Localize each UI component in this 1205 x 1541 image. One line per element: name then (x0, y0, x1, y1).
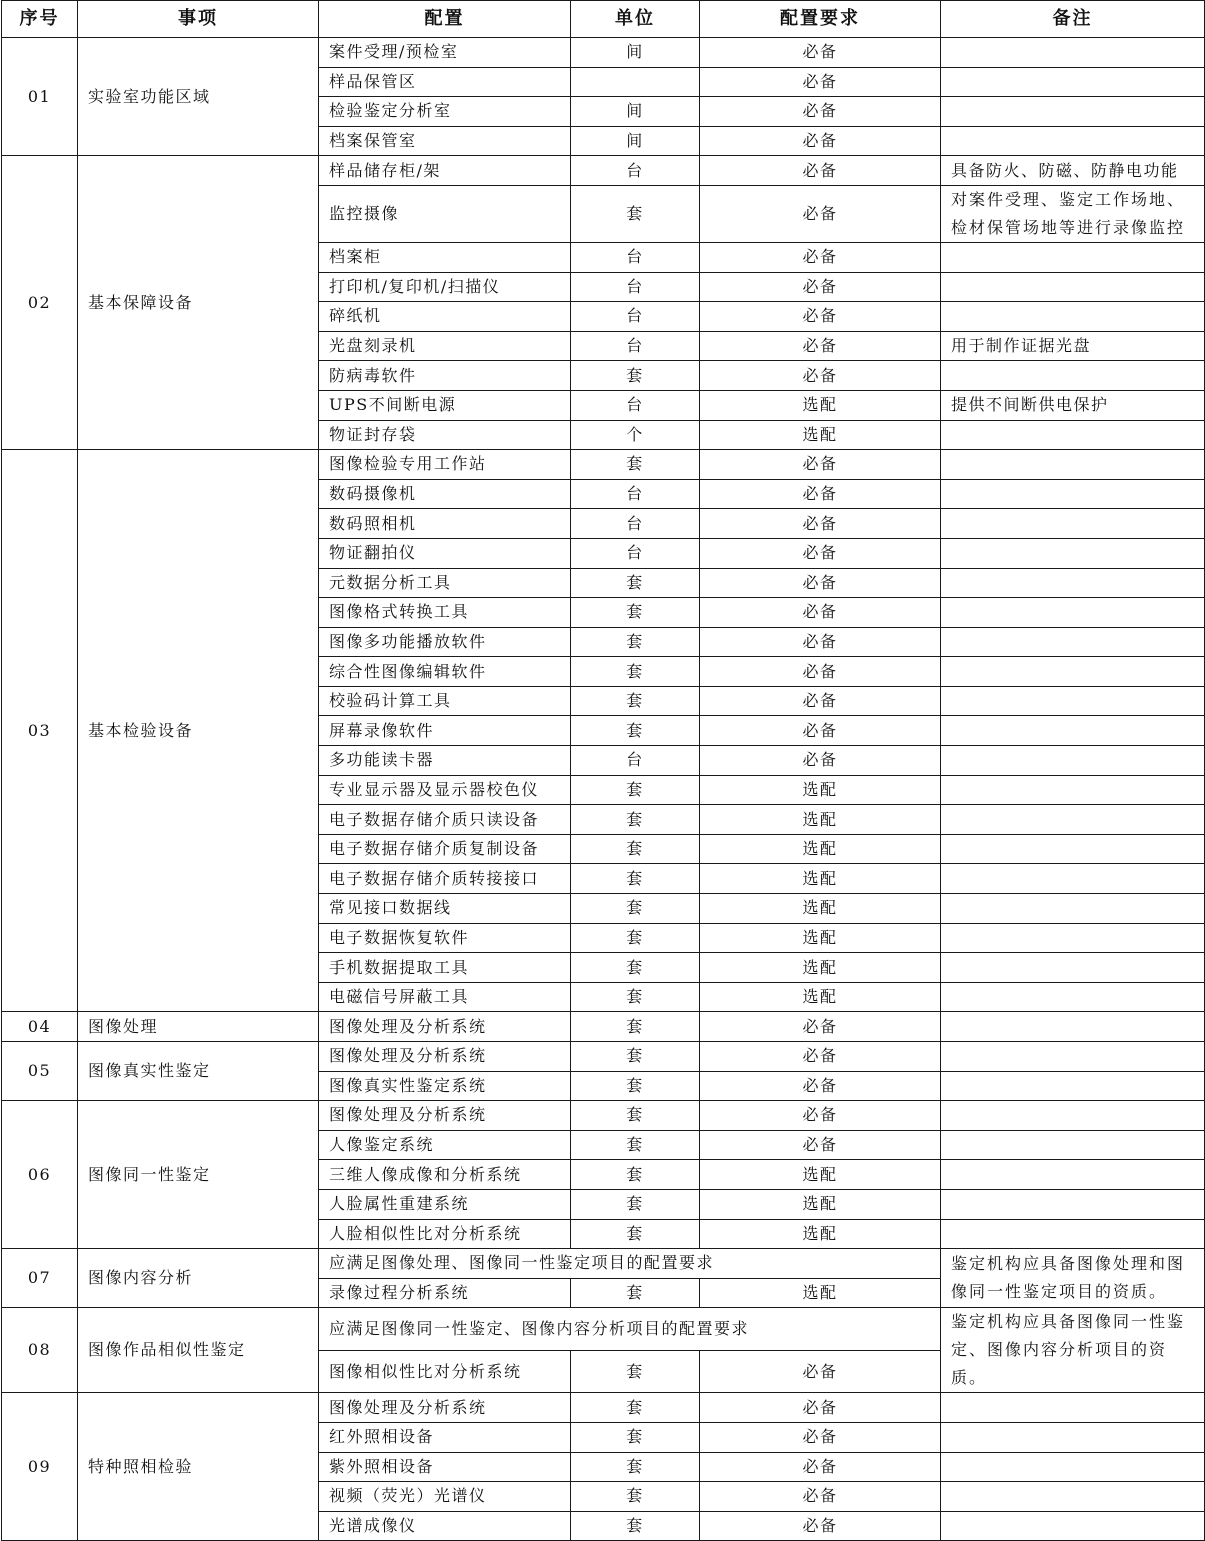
row-requirement: 必备 (700, 1350, 941, 1393)
row-unit: 套 (571, 1160, 700, 1190)
header-cell: 单位 (571, 1, 700, 38)
row-note (941, 126, 1205, 156)
row-unit: 套 (571, 657, 700, 687)
row-unit: 套 (571, 568, 700, 598)
header-row (2, 1, 1205, 38)
row-requirement: 必备 (700, 1042, 941, 1072)
row-unit: 台 (571, 272, 700, 302)
row-requirement: 必备 (700, 1511, 941, 1541)
row-requirement: 选配 (700, 894, 941, 924)
table-body (2, 38, 1205, 1541)
row-unit (571, 67, 700, 97)
row-unit: 套 (571, 982, 700, 1012)
row-requirement: 必备 (700, 1482, 941, 1512)
row-unit: 套 (571, 805, 700, 835)
row-config: 样品保管区 (319, 67, 571, 97)
row-unit: 套 (571, 1350, 700, 1393)
row-config: 档案柜 (319, 242, 571, 272)
row-note (941, 894, 1205, 924)
row-note (941, 953, 1205, 983)
row-config: 档案保管室 (319, 126, 571, 156)
row-config: 图像处理及分析系统 (319, 1042, 571, 1072)
row-unit: 套 (571, 1482, 700, 1512)
row-config: 光盘刻录机 (319, 331, 571, 361)
row-note (941, 568, 1205, 598)
row-requirement: 必备 (700, 156, 941, 186)
row-unit: 个 (571, 420, 700, 450)
header-cell: 序号 (2, 1, 78, 38)
row-unit: 套 (571, 450, 700, 480)
row-number: 03 (2, 450, 78, 1012)
row-requirement: 必备 (700, 361, 941, 391)
row-requirement: 必备 (700, 509, 941, 539)
equipment-config-table (1, 0, 1205, 1541)
row-requirement-text: 应满足图像同一性鉴定、图像内容分析项目的配置要求 (319, 1308, 941, 1351)
row-config: 红外照相设备 (319, 1422, 571, 1452)
row-unit: 套 (571, 775, 700, 805)
table-row (2, 38, 1205, 68)
row-unit: 套 (571, 1012, 700, 1042)
row-requirement: 必备 (700, 1452, 941, 1482)
row-note (941, 1393, 1205, 1423)
row-unit: 套 (571, 1393, 700, 1423)
row-requirement-text: 应满足图像处理、图像同一性鉴定项目的配置要求 (319, 1249, 941, 1279)
row-config: 视频（荧光）光谱仪 (319, 1482, 571, 1512)
row-config: 电子数据存储介质转接接口 (319, 864, 571, 894)
row-note: 对案件受理、鉴定工作场地、检材保管场地等进行录像监控 (941, 185, 1205, 242)
row-config: 光谱成像仪 (319, 1511, 571, 1541)
row-unit: 套 (571, 923, 700, 953)
row-note (941, 1101, 1205, 1131)
row-note: 提供不间断供电保护 (941, 390, 1205, 420)
row-config: 人脸属性重建系统 (319, 1189, 571, 1219)
row-number: 06 (2, 1101, 78, 1249)
row-unit: 套 (571, 864, 700, 894)
row-config: 案件受理/预检室 (319, 38, 571, 68)
row-note (941, 598, 1205, 628)
row-note: 具备防火、防磁、防静电功能 (941, 156, 1205, 186)
header-cell: 配置 (319, 1, 571, 38)
row-requirement: 必备 (700, 272, 941, 302)
row-note (941, 1189, 1205, 1219)
row-note (941, 38, 1205, 68)
row-note: 鉴定机构应具备图像同一性鉴定、图像内容分析项目的资质。 (941, 1308, 1205, 1393)
row-requirement: 选配 (700, 1189, 941, 1219)
row-unit: 台 (571, 242, 700, 272)
table-row (2, 450, 1205, 480)
row-requirement: 必备 (700, 627, 941, 657)
row-unit: 间 (571, 97, 700, 127)
row-unit: 套 (571, 1189, 700, 1219)
row-config: 专业显示器及显示器校色仪 (319, 775, 571, 805)
row-unit: 套 (571, 1219, 700, 1249)
row-note: 用于制作证据光盘 (941, 331, 1205, 361)
row-config: 元数据分析工具 (319, 568, 571, 598)
row-requirement: 必备 (700, 716, 941, 746)
row-config: 物证封存袋 (319, 420, 571, 450)
row-config: 图像处理及分析系统 (319, 1101, 571, 1131)
row-unit: 间 (571, 126, 700, 156)
row-unit: 套 (571, 361, 700, 391)
row-config: 数码照相机 (319, 509, 571, 539)
row-config: 数码摄像机 (319, 479, 571, 509)
row-config: 图像多功能播放软件 (319, 627, 571, 657)
row-config: 人像鉴定系统 (319, 1130, 571, 1160)
row-requirement: 选配 (700, 1278, 941, 1308)
row-requirement: 选配 (700, 923, 941, 953)
row-note: 鉴定机构应具备图像处理和图像同一性鉴定项目的资质。 (941, 1249, 1205, 1308)
row-note (941, 450, 1205, 480)
row-unit: 套 (571, 1130, 700, 1160)
table-row (2, 1101, 1205, 1131)
row-config: 紫外照相设备 (319, 1452, 571, 1482)
row-requirement: 必备 (700, 1422, 941, 1452)
row-config: 电子数据存储介质复制设备 (319, 834, 571, 864)
row-item: 特种照相检验 (78, 1393, 319, 1541)
table-row (2, 156, 1205, 186)
row-unit: 套 (571, 894, 700, 924)
row-unit: 台 (571, 331, 700, 361)
row-note (941, 982, 1205, 1012)
row-requirement: 选配 (700, 982, 941, 1012)
row-config: 校验码计算工具 (319, 686, 571, 716)
row-note (941, 1422, 1205, 1452)
row-item: 基本保障设备 (78, 156, 319, 450)
row-requirement: 必备 (700, 1393, 941, 1423)
row-config: 监控摄像 (319, 185, 571, 242)
row-config: 图像真实性鉴定系统 (319, 1071, 571, 1101)
row-item: 图像同一性鉴定 (78, 1101, 319, 1249)
row-note (941, 1130, 1205, 1160)
row-config: 常见接口数据线 (319, 894, 571, 924)
row-unit: 套 (571, 185, 700, 242)
row-requirement: 选配 (700, 775, 941, 805)
row-note (941, 361, 1205, 391)
table-row (2, 1308, 1205, 1351)
row-unit: 台 (571, 746, 700, 776)
row-requirement: 必备 (700, 1012, 941, 1042)
row-requirement: 必备 (700, 1071, 941, 1101)
row-unit: 套 (571, 627, 700, 657)
row-item: 图像内容分析 (78, 1249, 319, 1308)
row-unit: 套 (571, 598, 700, 628)
row-unit: 套 (571, 1042, 700, 1072)
row-note (941, 67, 1205, 97)
row-number: 07 (2, 1249, 78, 1308)
row-note (941, 1160, 1205, 1190)
row-note (941, 716, 1205, 746)
row-requirement: 选配 (700, 1219, 941, 1249)
row-requirement: 选配 (700, 420, 941, 450)
row-item: 图像处理 (78, 1012, 319, 1042)
row-note (941, 1482, 1205, 1512)
row-unit: 套 (571, 953, 700, 983)
row-config: 三维人像成像和分析系统 (319, 1160, 571, 1190)
row-note (941, 1012, 1205, 1042)
row-config: 电子数据存储介质只读设备 (319, 805, 571, 835)
row-requirement: 选配 (700, 390, 941, 420)
row-requirement: 选配 (700, 953, 941, 983)
row-requirement: 必备 (700, 97, 941, 127)
row-note (941, 1071, 1205, 1101)
row-number: 08 (2, 1308, 78, 1393)
row-number: 01 (2, 38, 78, 156)
row-config: 样品储存柜/架 (319, 156, 571, 186)
row-note (941, 657, 1205, 687)
row-requirement: 必备 (700, 242, 941, 272)
row-number: 05 (2, 1042, 78, 1101)
row-requirement: 必备 (700, 302, 941, 332)
row-config: 手机数据提取工具 (319, 953, 571, 983)
row-requirement: 必备 (700, 686, 941, 716)
row-config: 防病毒软件 (319, 361, 571, 391)
row-unit: 台 (571, 390, 700, 420)
row-config: 打印机/复印机/扫描仪 (319, 272, 571, 302)
row-unit: 台 (571, 156, 700, 186)
row-note (941, 242, 1205, 272)
row-config: 物证翻拍仪 (319, 538, 571, 568)
row-unit: 套 (571, 686, 700, 716)
row-requirement: 必备 (700, 479, 941, 509)
row-note (941, 923, 1205, 953)
row-note (941, 864, 1205, 894)
row-config: 图像处理及分析系统 (319, 1393, 571, 1423)
header-cell: 事项 (78, 1, 319, 38)
row-requirement: 必备 (700, 538, 941, 568)
table-row (2, 1249, 1205, 1279)
row-config: 图像格式转换工具 (319, 598, 571, 628)
row-config: 检验鉴定分析室 (319, 97, 571, 127)
row-config: 碎纸机 (319, 302, 571, 332)
row-config: UPS不间断电源 (319, 390, 571, 420)
table-row (2, 1393, 1205, 1423)
row-note (941, 1452, 1205, 1482)
row-unit: 台 (571, 509, 700, 539)
row-config: 综合性图像编辑软件 (319, 657, 571, 687)
row-requirement: 必备 (700, 1101, 941, 1131)
header-cell: 配置要求 (700, 1, 941, 38)
row-unit: 套 (571, 716, 700, 746)
row-requirement: 必备 (700, 1130, 941, 1160)
row-requirement: 必备 (700, 746, 941, 776)
row-requirement: 必备 (700, 185, 941, 242)
row-number: 09 (2, 1393, 78, 1541)
row-note (941, 834, 1205, 864)
row-note (941, 420, 1205, 450)
row-unit: 台 (571, 538, 700, 568)
row-config: 人脸相似性比对分析系统 (319, 1219, 571, 1249)
row-requirement: 选配 (700, 1160, 941, 1190)
row-config: 电子数据恢复软件 (319, 923, 571, 953)
row-config: 多功能读卡器 (319, 746, 571, 776)
row-requirement: 必备 (700, 38, 941, 68)
row-item: 实验室功能区域 (78, 38, 319, 156)
row-number: 04 (2, 1012, 78, 1042)
row-note (941, 805, 1205, 835)
row-unit: 台 (571, 479, 700, 509)
row-config: 图像检验专用工作站 (319, 450, 571, 480)
table-row (2, 1012, 1205, 1042)
row-note (941, 627, 1205, 657)
row-config: 图像相似性比对分析系统 (319, 1350, 571, 1393)
row-note (941, 775, 1205, 805)
row-unit: 套 (571, 1511, 700, 1541)
row-requirement: 必备 (700, 331, 941, 361)
row-unit: 套 (571, 1071, 700, 1101)
row-note (941, 272, 1205, 302)
header-cell: 备注 (941, 1, 1205, 38)
row-note (941, 1219, 1205, 1249)
row-config: 图像处理及分析系统 (319, 1012, 571, 1042)
row-requirement: 选配 (700, 864, 941, 894)
row-unit: 套 (571, 1101, 700, 1131)
row-item: 图像真实性鉴定 (78, 1042, 319, 1101)
row-config: 录像过程分析系统 (319, 1278, 571, 1308)
row-requirement: 必备 (700, 598, 941, 628)
row-requirement: 必备 (700, 657, 941, 687)
row-note (941, 302, 1205, 332)
row-note (941, 1511, 1205, 1541)
row-requirement: 必备 (700, 450, 941, 480)
row-note (941, 97, 1205, 127)
row-note (941, 1042, 1205, 1072)
row-requirement: 必备 (700, 568, 941, 598)
row-note (941, 686, 1205, 716)
row-note (941, 538, 1205, 568)
row-number: 02 (2, 156, 78, 450)
row-item: 图像作品相似性鉴定 (78, 1308, 319, 1393)
row-unit: 套 (571, 1422, 700, 1452)
row-note (941, 746, 1205, 776)
row-requirement: 选配 (700, 805, 941, 835)
row-note (941, 509, 1205, 539)
row-requirement: 选配 (700, 834, 941, 864)
row-requirement: 必备 (700, 67, 941, 97)
row-unit: 套 (571, 1278, 700, 1308)
row-requirement: 必备 (700, 126, 941, 156)
row-unit: 套 (571, 1452, 700, 1482)
row-unit: 套 (571, 834, 700, 864)
row-config: 电磁信号屏蔽工具 (319, 982, 571, 1012)
row-item: 基本检验设备 (78, 450, 319, 1012)
row-config: 屏幕录像软件 (319, 716, 571, 746)
row-note (941, 479, 1205, 509)
row-unit: 间 (571, 38, 700, 68)
table-row (2, 1042, 1205, 1072)
row-unit: 台 (571, 302, 700, 332)
